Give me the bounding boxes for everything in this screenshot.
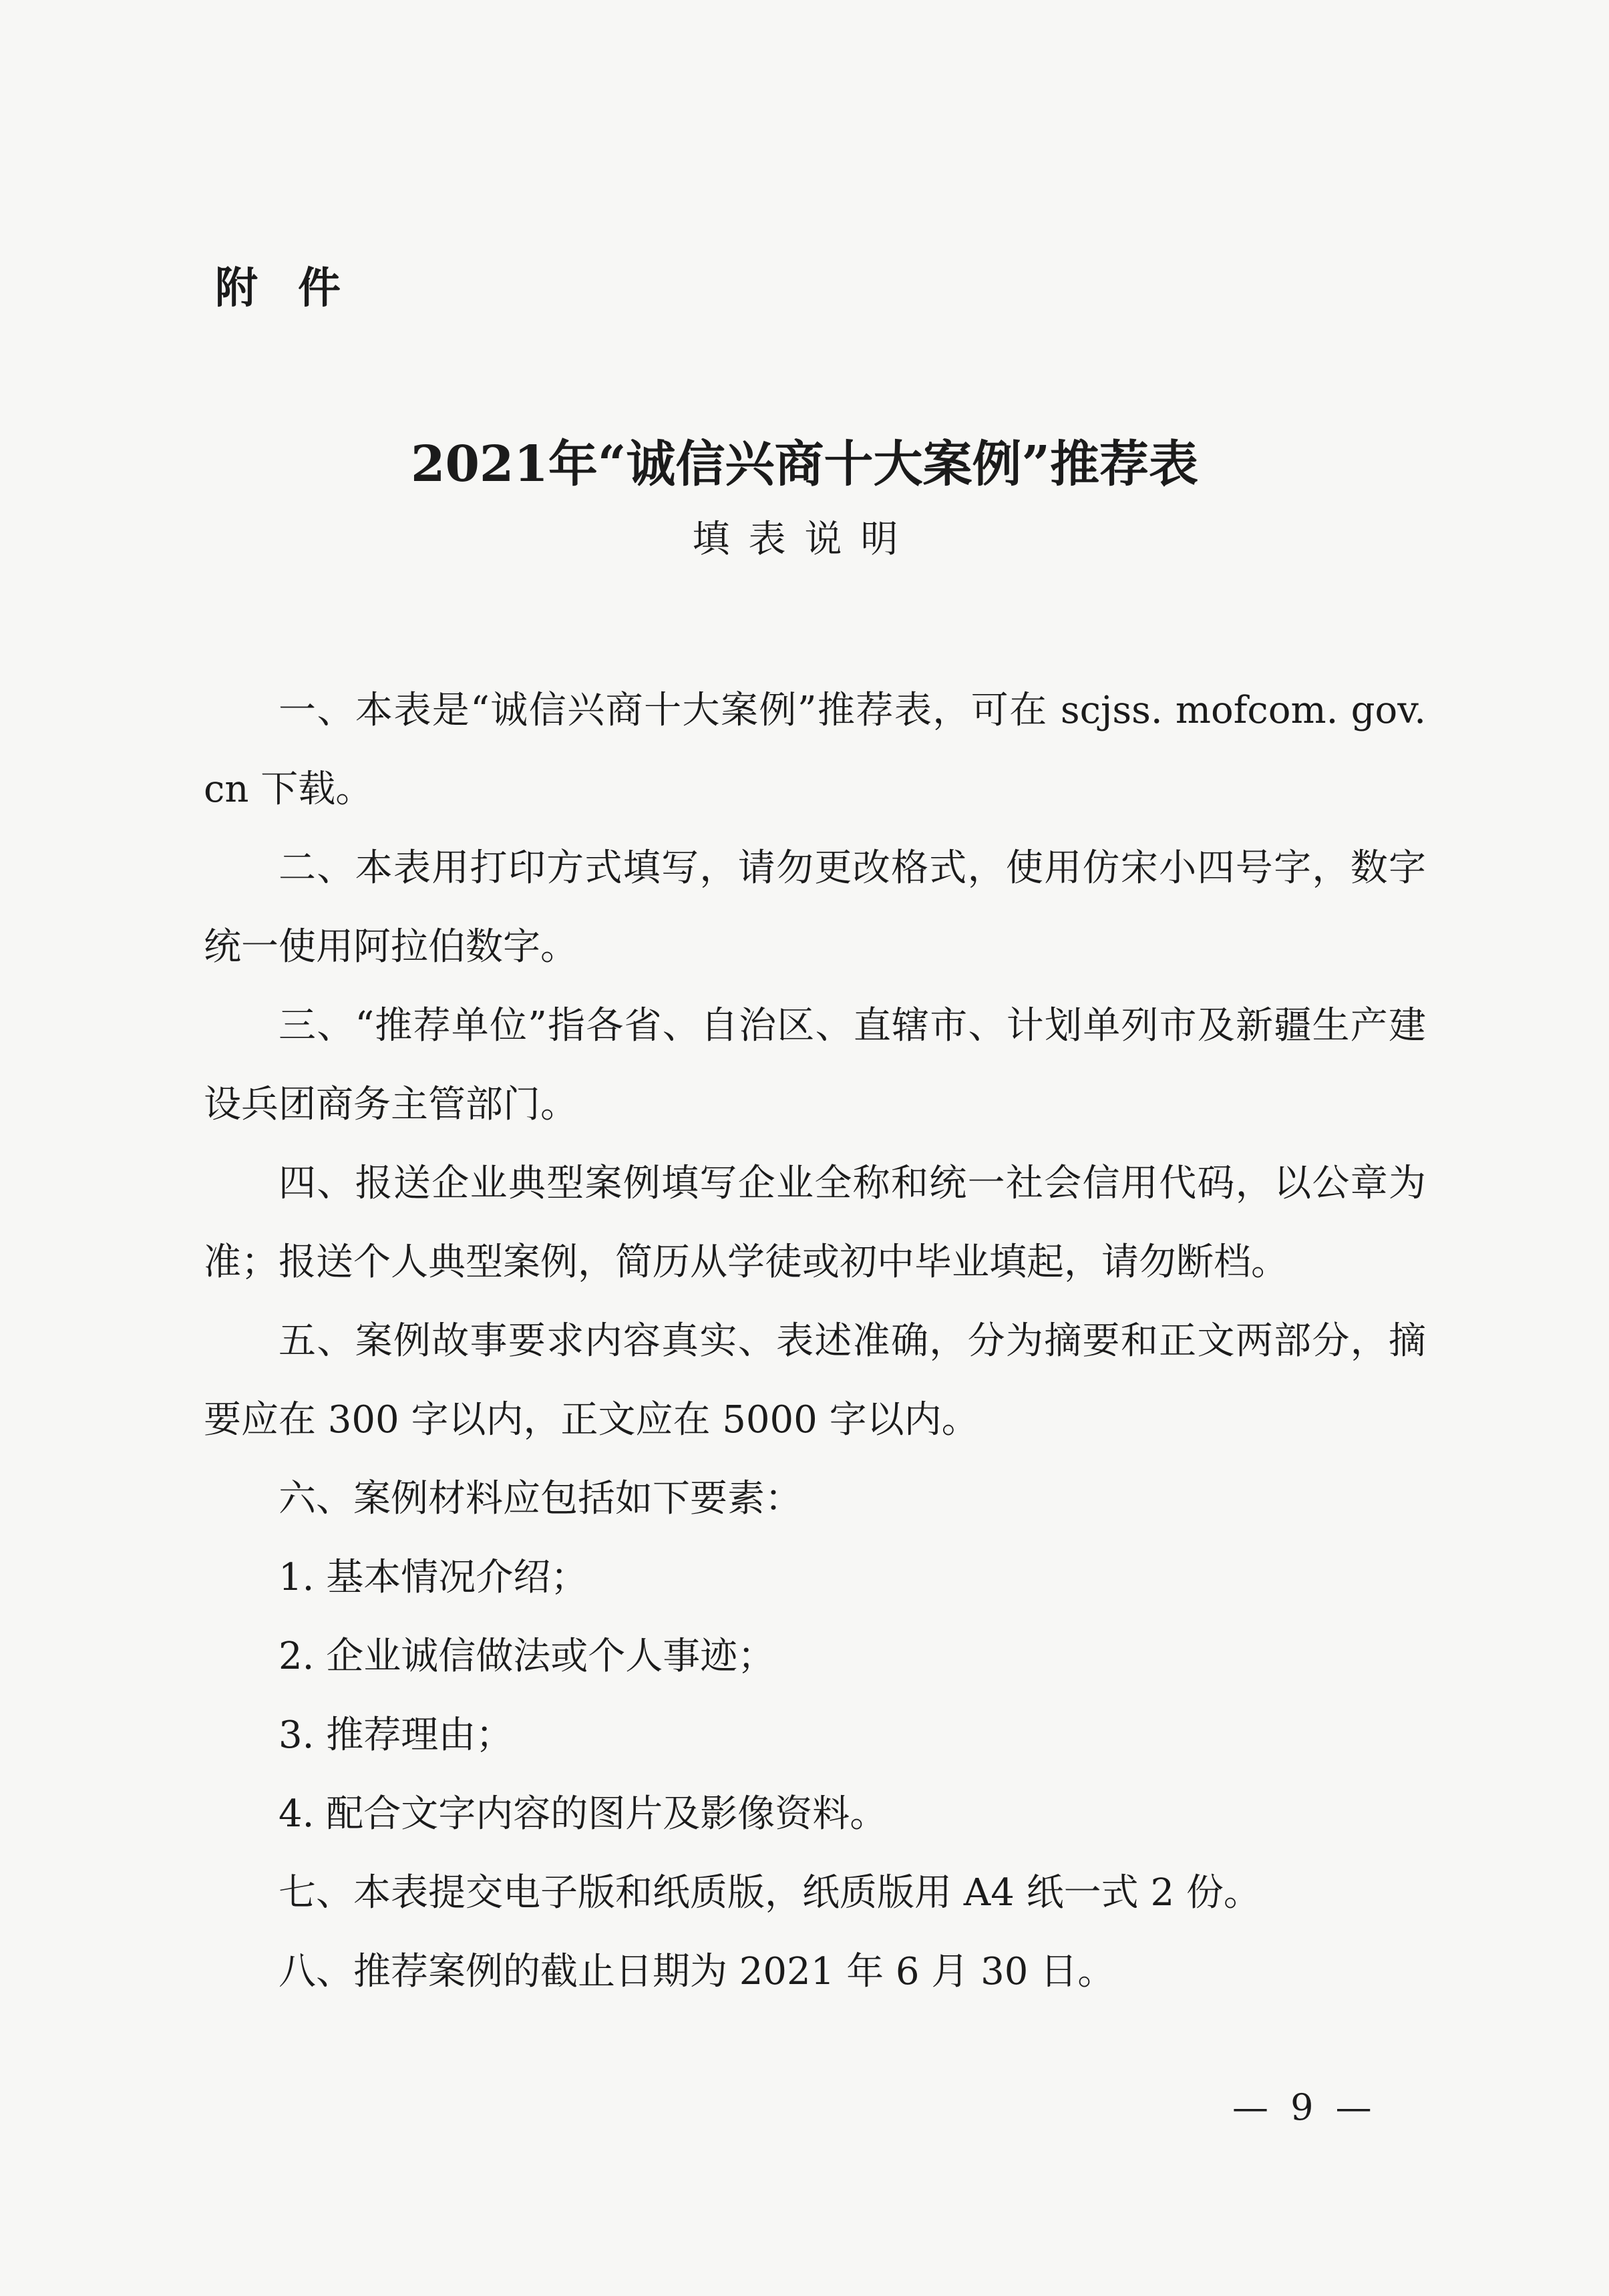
list-item-3: 3. 推荐理由； xyxy=(279,1713,514,1757)
page-title: 2021年“诚信兴商十大案例”推荐表 xyxy=(410,436,1199,493)
paragraph-2: 二、本表用打印方式填写，请勿更改格式，使用仿宋小四号字，数字统一使用阿拉伯数字。 xyxy=(204,846,1426,969)
paragraph-6: 六、案例材料应包括如下要素： xyxy=(279,1477,802,1520)
page-number: — 9 — xyxy=(1232,2086,1377,2128)
list-item-4: 4. 配合文字内容的图片及影像资料。 xyxy=(279,1792,888,1836)
paragraph-4: 四、报送企业典型案例填写企业全称和统一社会信用代码，以公章为准；报送个人典型案例，简历从学徒或初中毕业填起，请勿断档。 xyxy=(204,1162,1426,1284)
page-subtitle: 填表说明 xyxy=(692,518,917,561)
paragraph-1: 一、本表是“诚信兴商十大案例”推荐表，可在 scjss. mofcom. gov. cn 下载。 xyxy=(204,689,1426,811)
list-item-1: 1. 基本情况介绍； xyxy=(279,1556,588,1599)
list-item-2: 2. 企业诚信做法或个人事迹； xyxy=(279,1635,775,1678)
paragraph-8: 八、推荐案例的截止日期为 2021 年 6 月 30 日。 xyxy=(279,1950,1115,1993)
paragraph-5: 五、案例故事要求内容真实、表述准确，分为摘要和正文两部分，摘要应在 300 字以内，正文应在 5000 字以内。 xyxy=(204,1319,1426,1442)
instructions-body xyxy=(204,671,1426,2011)
paragraph-7: 七、本表提交电子版和纸质版，纸质版用 A4 纸一式 2 份。 xyxy=(279,1871,1261,1915)
attachment-label: 附件 xyxy=(215,264,381,313)
paragraph-3: 三、“推荐单位”指各省、自治区、直辖市、计划单列市及新疆生产建设兵团商务主管部门。 xyxy=(204,1004,1426,1126)
